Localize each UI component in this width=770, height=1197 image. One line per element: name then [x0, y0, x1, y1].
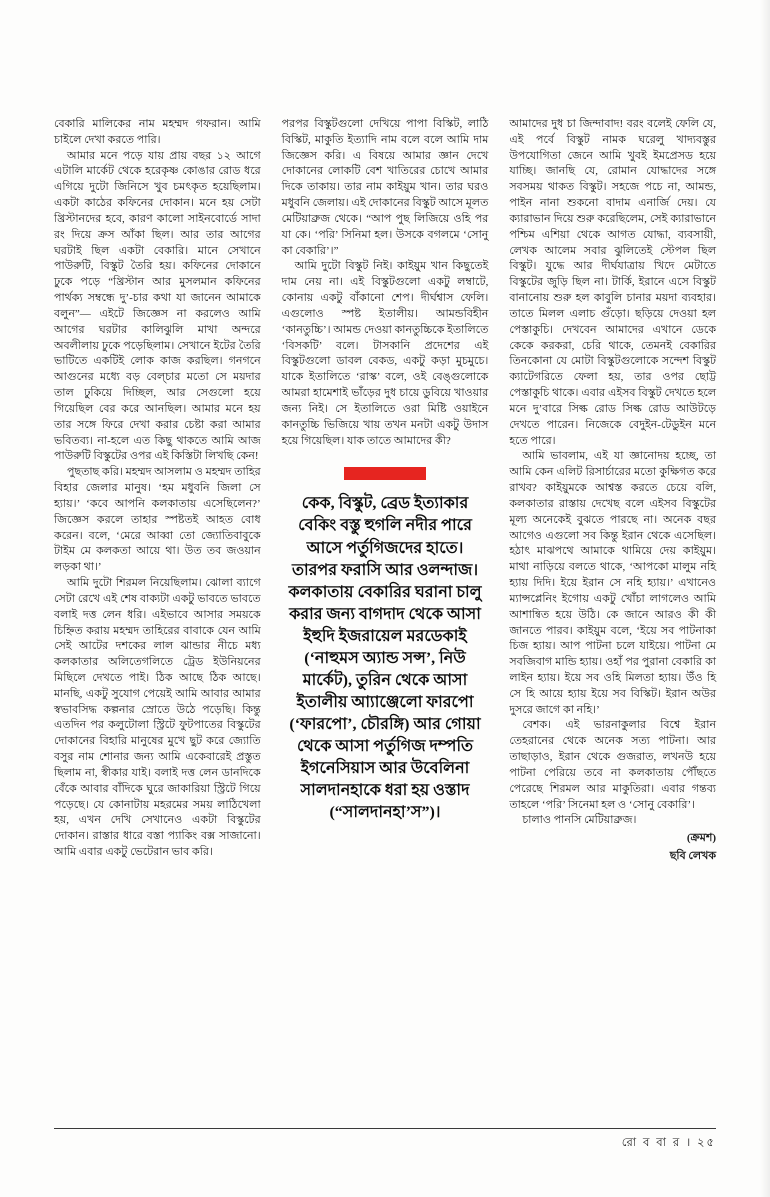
article-column-right	[509, 117, 716, 865]
masthead-page-number: রো ব বা র । ২৫	[621, 1137, 716, 1149]
page-footer	[54, 1128, 716, 1153]
paragraph: বেশক। এই ভারনাকুলার বিশ্বে ইরান তেহরানের থেকে অনেক সত্য পাটনা। আর তাছাড়াও, ইরান থেকে গুজরাত, লখনউ হয়ে পাটনা পেরিয়ে তবে না কলকাতায় পৌঁছতে পেরেছে শিরমল আর মাকুতিরা। এবার গন্তব্য তাহলে ‘পরি’ সিনেমা হল ও ‘সোনু বেকারি’।	[509, 719, 717, 811]
continued-marker: (ক্রমশ)	[686, 832, 717, 845]
paragraph: আমাদের দুধ চা জিন্দাবাদ! বরং বলেই ফেলি যে, এই পর্বে বিস্কুট নামক ঘরেলু খাদ্যবস্তুর উপযোগিতা জেনে আমি খুবই ইমপ্রেসড হয়ে যাচ্ছি। জানছি যে, রোমান যোদ্ধাদের সঙ্গে সবসময় থাকত বিস্কুট। সহজে পচে না, আমন্ড, পাইন নানা শুকনো বাদাম এনার্জি দেয়। যে ক্যারাভান দিয়ে শুরু করেছিলেম, সেই ক্যারাভানে পশ্চিম এশিয়া থেকে আগত যোদ্ধা, ব্যবসায়ী, লেখক আলেম সবার ঝুলিতেই স্টেপল ছিল বিস্কুট। যুদ্ধে আর দীর্ঘযাত্রায় খিদে মেটাতে বিস্কুটের জুড়ি ছিল না। টার্কি, ইরানে এসে বিস্কুট বানানোয় শুরু হল কাবুলি চানার ময়দা ব্যবহার। তাতে মিলল এলাচ গুঁড়ো। ছড়িয়ে দেওয়া হল পেস্তাকুচি। দেখবেন আমাদের এখানে ডেকে কেকে করকরা, চেরি থাকে, তেমনই বেকারির তিনকোনা যে মোটা বিস্কুটগুলোকে সন্দেশ বিস্কুট ক্যাটেগরিতে ফেলা হয়, তার ওপর ছোট্ট পেস্তাকুচি থাকে। এবার এইসব বিস্কুট দেখতে হলে মনে দু’বারে সিল্ক রোড সিল্ক রোড আউটড়ে দেখতে পারেন। নিজেকে বেদুইন-টেডুইন মনে হতে পারে।	[509, 118, 717, 447]
photo-credit: ছবি লেখক	[669, 850, 717, 863]
paragraph: আমার মনে পড়ে যায় প্রায় বছর ১২ আগে এটালি মার্কেট থেকে হরেকৃষ্ণ কোঙার রোড ধরে এগিয়ে দুটো জিনিসে খুব চমৎকৃত হয়েছিলাম। একটা কাঠের কফিনের দোকান। মনে হয় সেটা খ্রিস্টানদের হবে, কারণ কালো সাইনবোর্ডে সাদা রং দিয়ে ক্রস আঁকা ছিল। আর তার আগের ঘরটাই ছিল একটা বেকারি। মানে সেখানে পাউরুটি, বিস্কুট তৈরি হয়। কফিনের দোকানে ঢুকে পড়ে “খ্রিস্টান আর মুসলমান কফিনের পার্থক্য সম্বন্ধে দু’-চার কথা যা জানেন আমাকে বলুন”— এইটে জিজ্ঞেস না করলেও আমি আগের ঘরটার কালিঝুলি মাখা অন্দরে অবলীলায় ঢুকে পড়েছিলাম। সেখানে ইটের তৈরি ভাটিতে একটিই লোক কাজ করছিল। গনগনে আগুনের মধ্যে বড় বেল্‌চার মতো সে ময়দার তাল ঢুকিয়ে দিচ্ছিল, আর সেগুলো হয়ে গিয়েছিল বের করে আনছিল। আমার মনে হয় তার সঙ্গে ফিরে দেখা করার চেষ্টা করা আমার ভবিতব্য। না-হলে এত কিছু থাকতে আমি আজ পাউরুটি বিস্কুটের ওপর এই কিস্তিটা লিখছি কেন!	[54, 149, 261, 463]
three-column-layout	[54, 117, 716, 865]
paragraph: চালাও পানসি মেটিয়াব্রুজ।	[522, 814, 637, 827]
paragraph: আমি ভাবলাম, এই যা জ্ঞানোদয় হচ্ছে, তা আমি কেন এলিট রিসার্চারের মতো কুক্ষিগত করে রাখব? কাইয়ুমকে আশ্বস্ত করতে চেয়ে বলি, কলকাতার রাস্তায় দেখেছ বলে এইসব বিস্কুটের মূল্য অনেকেই বুঝতে পারছে না। অনেক বছর আগেও এগুলো সব কিন্তু ইরান থেকে এসেছিল। হঠাৎ মাঝপথে আমাকে থামিয়ে দেয় কাইয়ুম। মাথা নাড়িয়ে বলতে থাকে, ‘আপকো মালুম নহি হ্যায় দিদি। ইয়ে ইরান সে নহি হ্যায়।’ এখানেও ম্যান্সপ্লেনিং ইগোয় একটু খোঁচা লাগলেও আমি আশান্বিত হয়ে উঠি। কে জানে আরও কী কী জানতে পারব। কাইয়ুম বলে, ‘ইয়ে সব পাটনাকা চিজ হ্যায়। আপ পাটনা চলে যাইয়ে। পাটনা মে সবজিবাগ মান্ডি হ্যায়। ওহাঁ পর পুরানা বেকারি কা লাইন হ্যায়। ইয়ে সব ওহি মিলতা হ্যায়। উঁও হি সে হি আয়ে হ্যায় ইয়ে সব বিস্কিট। ইরান অউর দুসরে জাগে কা নহি।’	[509, 450, 717, 716]
article-column-middle	[282, 117, 489, 865]
paragraph: বেকারি মালিকের নাম মহম্মদ গফরান। আমি চাইলে দেখা করতে পারি।	[54, 118, 261, 146]
article-column-left	[54, 117, 261, 865]
paragraph: আমি দুটো বিস্কুট নিই। কাইয়ুম খান কিছুতেই দাম নেয় না। এই বিস্কুটগুলো একটু লম্বাটে, কোনায় একটু বাঁকানো শেপ। দীর্ঘশ্বাস ফেলি। এগুলোও স্পষ্ট ইতালীয়। আমন্ডবিহীন ‘কানতুচ্চি’। আমন্ড দেওয়া কানতুচ্চিকে ইতালিতে ‘বিসকটি’ বলে। টাসকানি প্রদেশের এই বিস্কুটগুলো ডাবল বেকড, একটু কড়া মুচমুচে। যাকে ইতালিতে ‘রাস্ক’ বলে, ওই বেঙ্গুলোকে আমরা হামেশাই ভাঁড়ের দুধ চায়ে ডুবিয়ে খাওয়ার জন্য নিই। সে ইতালিতে ওরা মিষ্টি ওয়াইনে কানতুচ্চি ভিজিয়ে খায় তখন মনটা একটু উদাস হয়ে গিয়েছিল। যাক তাতে আমাদের কী?	[281, 260, 489, 447]
paragraph: পুছতাছ করি। মহম্মদ আসলাম ও মহম্মদ তাহির বিহার জেলার মানুষ। ‘হম মধুবনি জিলা সে হ্যায়।’ ‘কবে আপনি কলকাতায় এসেছিলেন?’ জিজ্ঞেস করলে তাহার স্পষ্টতই আহত বোধ করেন। বলে, ‘মেরে আব্বা তো জ্যোতিবাবুকে টাইম মে কলকতা আয়ে থা। উত তব জওয়ান লড়কা থা।’	[54, 466, 261, 574]
paragraph: আমি দুটো শিরমল নিয়েছিলাম। ঝোলা ব্যাগে সেটা রেখে এই শেষ বাক্যটা একটু ভাবতে ভাবতে বলাই দত্ত লেন ধরি। এইভাবে আসার সময়কে চিহ্নিত করায় মহম্মদ তাহিরের বাবাকে যেন আমি সেই আটের দশকের লাল ঝান্ডার নীচে মধ্য কলকাতার অলিতেগলিতে ট্রেড ইউনিয়নের মিছিলে দেখতে পাই। ঠিক আছে ঠিক আছে। মানছি, একটু সুযোগ পেয়েই আমি আবার আমার স্বভাবসিদ্ধ কল্পনার স্রোতে উঠে পড়েছি। কিন্তু এতদিন পর কলুটোলা স্ট্রিটে ফুটপাতের বিস্কুটের দোকানের বিহারি মানুষের মুখে ছুট করে জ্যোতি বসুর নাম শোনার জন্য আমি একেবারেই প্রস্তুত ছিলাম না, স্বীকার যাই। বলাই দত্ত লেন ডানদিকে বেঁকে আবার বাঁদিকে ঘুরে জাকারিয়া স্ট্রিটে গিয়ে পড়েছে। যে কোনাটায় মহরমের সময় লাঠিখেলা হয়, এখন দেখি সেখানেও একটা বিস্কুটের দোকান। রাস্তার ধারে বস্তা প্যাকিং বক্স সাজানো। আমি এবার একটু ভেটেরান ভাব করি।	[54, 577, 261, 859]
pullquote: কেক, বিস্কুট, ব্রেড ইত্যাকার বেকিং বস্তু হুগলি নদীর পারে আসে পর্তুগিজদের হাতে। তারপর ফরাসি আর ওলন্দাজ। কলকাতায় বেকারির ঘরানা চালু করার জন্য বাগদাদ থেকে আসা ইহুদি ইজরায়েল মরডেকাই (‘নাহুমস অ্যান্ড সন্স’, নিউ মার্কেট), তুরিন থেকে আসা ইতালীয় আ্যাঞ্জেলো ফারপো (‘ফারপো’, চৌরঙ্গি) আর গোয়া থেকে আসা পর্তুগিজ দম্পতি ইগনেসিয়াস আর উবেলিনা সালদানহাকে ধরা হয় ওস্তাদ (“সালদানহা’স”)।	[288, 495, 482, 822]
section-marker-red	[344, 467, 426, 480]
paragraph: পরপর বিস্কুটগুলো দেখিয়ে পাপা বিস্কিট, লাঠি বিস্কিট, মাকুতি ইত্যাদি নাম বলে বলে আমি দাম জিজ্ঞেস করি। এ বিষয়ে আমার জ্ঞান দেখে দোকানের লোকটি বেশ খাতিরের চোখে আমার দিকে তাকায়। তার নাম কাইয়ুম খান। তার ঘরও মধুবনি জেলায়। এই দোকানের বিস্কুট আসে মূলত মেটিয়াব্রুজ থেকে। “আপ পুছ লিজিয়ে ওহি পর যা কে। ‘পরি’ সিনিমা হল। উসকে বগলমে ‘সোনু কা বেকারি’।”	[281, 118, 489, 257]
